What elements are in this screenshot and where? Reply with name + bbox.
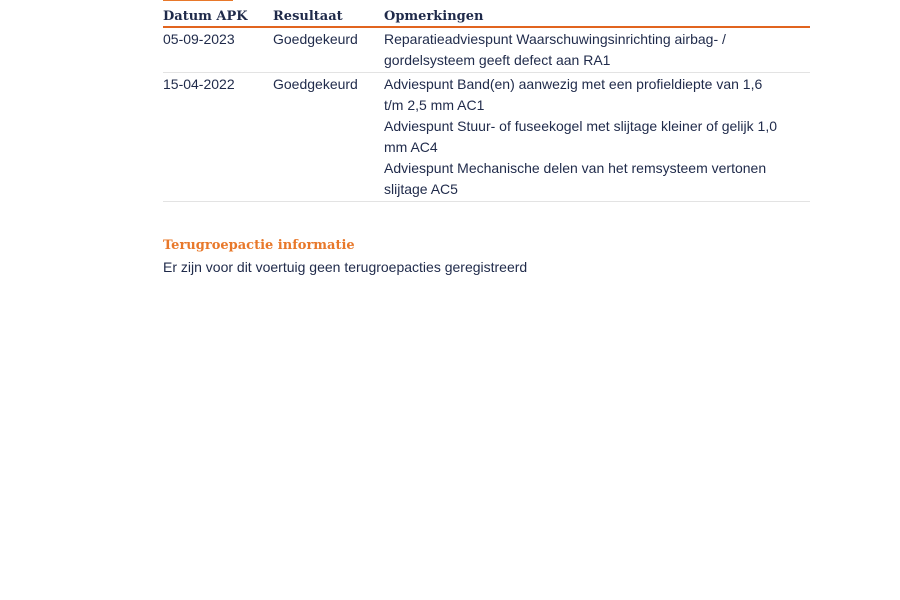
remark-item: Adviespunt Band(en) aanwezig met een profieldiepte van 1,6 t/m 2,5 mm AC1 xyxy=(384,76,763,113)
column-header-date: Datum APK xyxy=(163,5,273,27)
document-content xyxy=(163,0,810,277)
table-header-row xyxy=(163,5,810,27)
cell-result: Goedgekeurd xyxy=(273,73,384,202)
table-row xyxy=(163,27,810,73)
table-row xyxy=(163,73,810,202)
cell-date: 15-04-2022 xyxy=(163,73,273,202)
apk-history-table xyxy=(163,5,810,202)
cell-result: Goedgekeurd xyxy=(273,27,384,73)
column-header-remarks: Opmerkingen xyxy=(384,5,810,27)
remark-item: Reparatieadviespunt Waarschuwingsinrichting airbag- / gordelsysteem geeft defect aan RA1 xyxy=(384,31,726,68)
cell-remarks xyxy=(384,73,810,202)
column-header-result: Resultaat xyxy=(273,5,384,27)
cell-date: 05-09-2023 xyxy=(163,27,273,73)
recall-section-text: Er zijn voor dit voertuig geen terugroepacties geregistreerd xyxy=(163,259,528,275)
remark-item: Adviespunt Mechanische delen van het remsysteem vertonen slijtage AC5 xyxy=(384,160,767,197)
cell-remarks xyxy=(384,27,810,73)
remark-item: Adviespunt Stuur- of fuseekogel met slijtage kleiner of gelijk 1,0 mm AC4 xyxy=(384,118,777,155)
recall-section-title: Terugroepactie informatie xyxy=(163,238,355,253)
